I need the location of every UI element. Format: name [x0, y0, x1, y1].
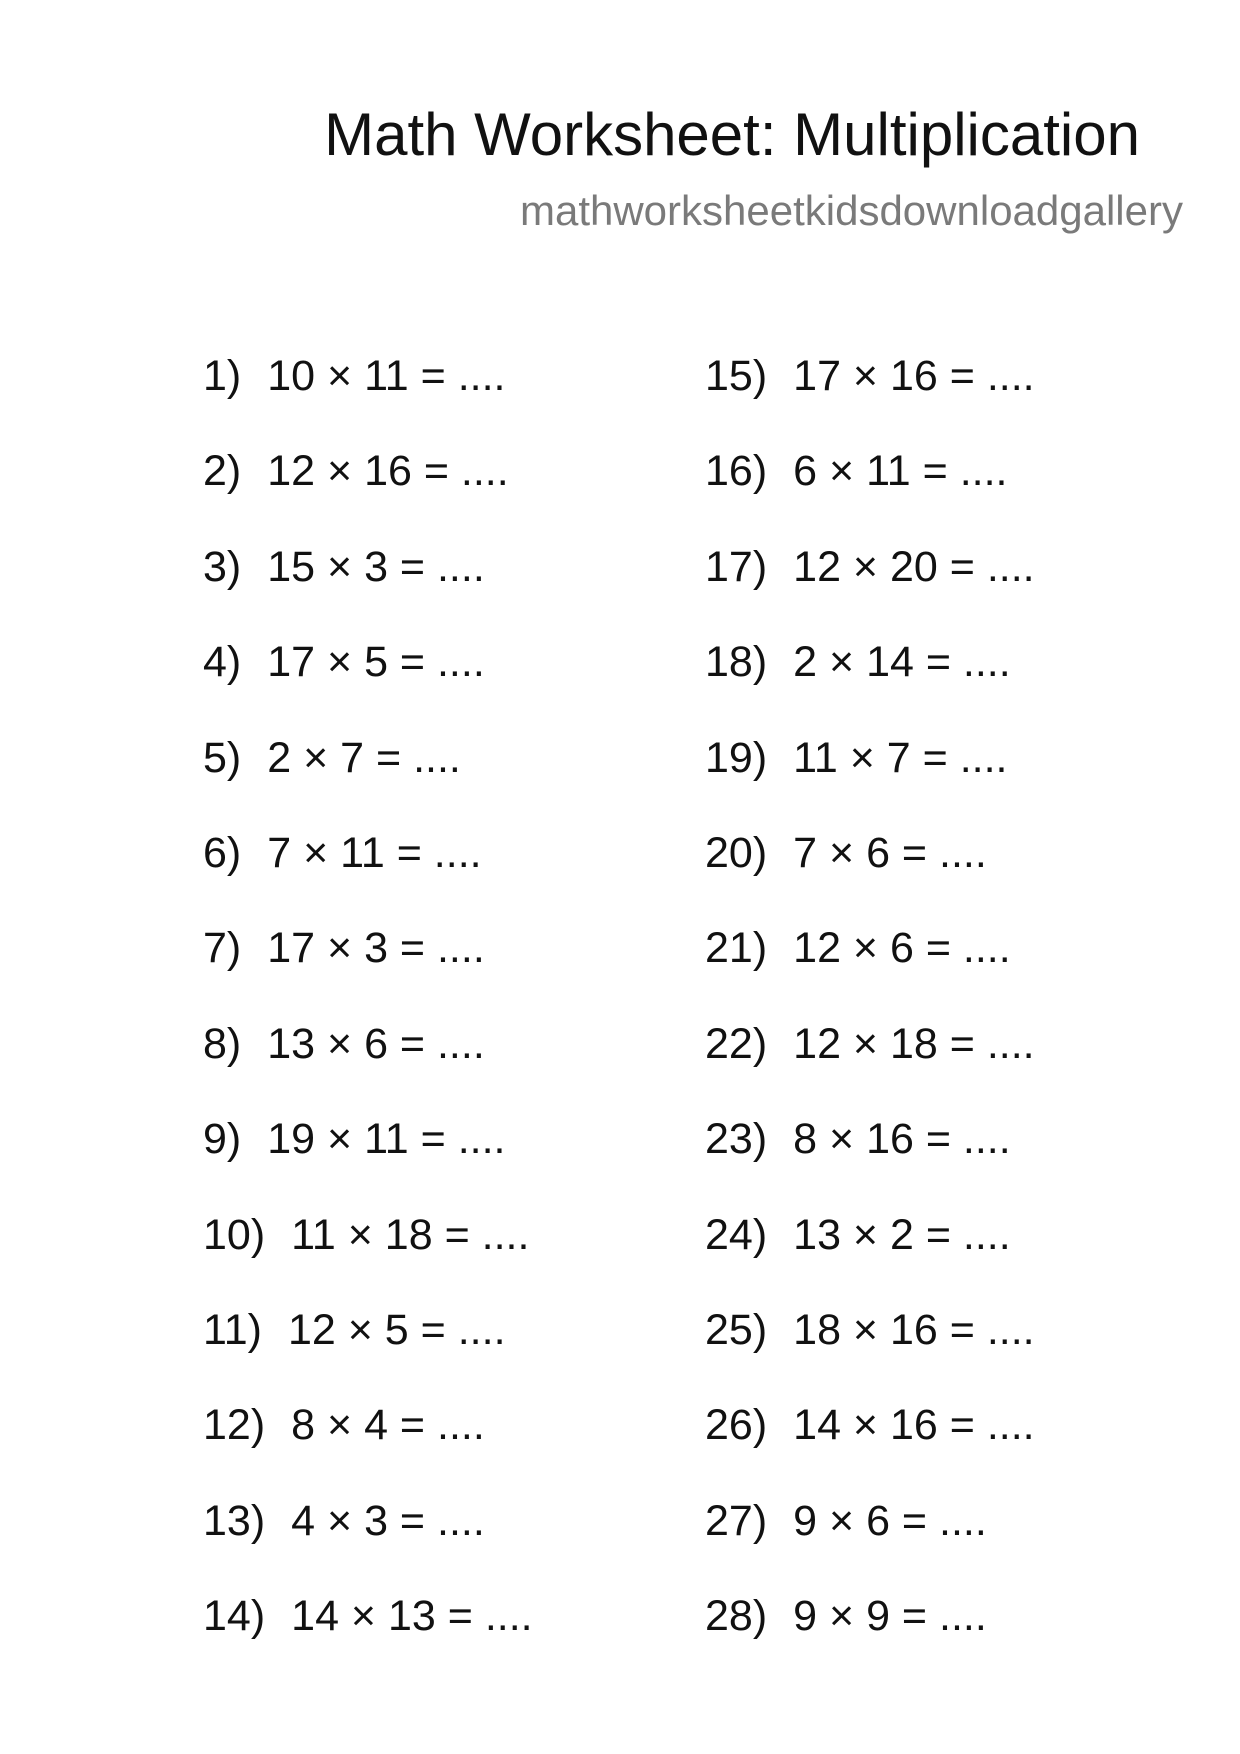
problem-number: 24)	[705, 1210, 768, 1259]
problem-expression: 11 × 18 = ....	[291, 1210, 530, 1259]
problem-number: 22)	[705, 1019, 768, 1068]
problem-number: 28)	[705, 1592, 768, 1641]
problem-item	[705, 825, 1035, 920]
problem-expression: 12 × 18 = ....	[793, 1019, 1035, 1068]
problem-column-right	[705, 348, 1035, 1683]
problem-expression: 12 × 6 = ....	[793, 924, 1011, 973]
problem-number: 21)	[705, 924, 768, 973]
problem-number: 16)	[705, 447, 768, 496]
problem-item	[203, 1016, 533, 1111]
problem-expression: 8 × 4 = ....	[291, 1401, 485, 1450]
problem-expression: 2 × 7 = ....	[267, 733, 461, 782]
problem-expression: 11 × 7 = ....	[793, 733, 1008, 782]
problem-expression: 12 × 16 = ....	[267, 447, 509, 496]
worksheet-title: Math Worksheet: Multiplication	[324, 101, 1140, 168]
problem-item	[705, 1397, 1035, 1492]
problem-item	[203, 1493, 533, 1588]
problem-item	[705, 1493, 1035, 1588]
problem-item	[705, 634, 1035, 729]
problem-item	[203, 920, 533, 1015]
problem-item	[705, 920, 1035, 1015]
problem-item	[203, 443, 533, 538]
problem-expression: 17 × 3 = ....	[267, 924, 485, 973]
problem-item	[705, 348, 1035, 443]
problem-item	[203, 634, 533, 729]
problem-number: 13)	[203, 1496, 266, 1545]
problem-expression: 6 × 11 = ....	[793, 447, 1008, 496]
problem-item	[705, 1588, 1035, 1683]
problem-item	[203, 1111, 533, 1206]
problem-item	[203, 1588, 533, 1683]
problem-expression: 13 × 6 = ....	[267, 1019, 485, 1068]
problem-expression: 12 × 5 = ....	[287, 1305, 506, 1354]
problem-item	[203, 730, 533, 825]
problem-number: 20)	[705, 828, 768, 877]
problem-item	[203, 825, 533, 920]
problem-item	[705, 1016, 1035, 1111]
problem-item	[705, 730, 1035, 825]
problem-number: 6)	[203, 828, 242, 877]
problem-expression: 2 × 14 = ....	[793, 638, 1011, 687]
problem-number: 18)	[705, 638, 768, 687]
problem-number: 10)	[203, 1210, 266, 1259]
problem-expression: 17 × 5 = ....	[267, 638, 485, 687]
problem-number: 23)	[705, 1115, 768, 1164]
problem-item	[705, 539, 1035, 634]
problem-expression: 12 × 20 = ....	[793, 542, 1035, 591]
problem-number: 8)	[203, 1019, 242, 1068]
problem-item	[203, 1207, 533, 1302]
problem-number: 17)	[705, 542, 768, 591]
problem-expression: 14 × 13 = ....	[291, 1592, 533, 1641]
problem-expression: 13 × 2 = ....	[793, 1210, 1011, 1259]
problem-number: 5)	[203, 733, 242, 782]
problem-expression: 10 × 11 = ....	[267, 352, 506, 400]
problem-expression: 15 × 3 = ....	[267, 542, 485, 591]
problem-expression: 17 × 16 = ....	[793, 352, 1035, 400]
problem-expression: 9 × 9 = ....	[793, 1592, 987, 1641]
problem-number: 2)	[203, 447, 242, 496]
problem-item	[203, 1302, 533, 1397]
problem-number: 25)	[705, 1305, 768, 1354]
problem-item	[203, 539, 533, 634]
problem-item	[705, 1302, 1035, 1397]
problem-number: 26)	[705, 1401, 768, 1450]
problem-number: 12)	[203, 1401, 266, 1450]
problem-number: 4)	[203, 638, 242, 687]
problem-item	[705, 443, 1035, 538]
problem-number: 9)	[203, 1115, 242, 1164]
problem-number: 1)	[203, 352, 242, 400]
problem-item	[705, 1111, 1035, 1206]
problem-number: 19)	[705, 733, 768, 782]
problem-expression: 7 × 6 = ....	[793, 828, 987, 877]
problem-number: 7)	[203, 924, 242, 973]
problem-number: 14)	[203, 1592, 266, 1641]
problem-item	[705, 1207, 1035, 1302]
problem-number: 3)	[203, 542, 242, 591]
problem-expression: 7 × 11 = ....	[267, 828, 482, 877]
problem-number: 11)	[203, 1305, 262, 1354]
problem-number: 27)	[705, 1496, 768, 1545]
worksheet-source: mathworksheetkidsdownloadgallery	[519, 187, 1183, 234]
problem-item	[203, 1397, 533, 1492]
problem-item	[203, 348, 533, 443]
problem-expression: 9 × 6 = ....	[793, 1496, 987, 1545]
problem-expression: 18 × 16 = ....	[793, 1305, 1035, 1354]
problem-expression: 4 × 3 = ....	[291, 1496, 485, 1545]
problem-expression: 14 × 16 = ....	[793, 1401, 1035, 1450]
problem-expression: 19 × 11 = ....	[267, 1115, 506, 1164]
problem-number: 15)	[705, 352, 768, 400]
problem-expression: 8 × 16 = ....	[793, 1115, 1011, 1164]
problem-column-left	[203, 348, 533, 1683]
